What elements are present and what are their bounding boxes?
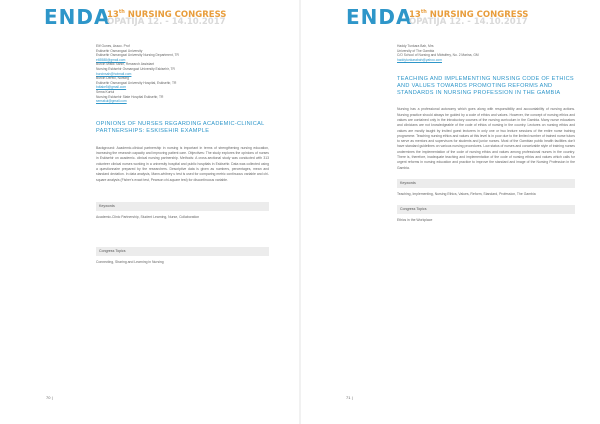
congress-topics-label: Congress Topics — [397, 205, 575, 214]
congress-title: 13th NURSING CONGRESS — [107, 9, 227, 20]
author-email-link[interactable]: semakul@gmail.com — [96, 99, 127, 104]
author-email-link[interactable]: burcinsah@hotmail.com — [96, 71, 132, 76]
author-line: Burcin Mistik Sahin, Research Assistant — [96, 62, 155, 67]
author-line: Eskisehir Osmangazi University — [96, 48, 143, 53]
author-line: Nursing Eskisehir State Hospital Eskisehir, TR — [96, 94, 164, 99]
enda-logo: ENDA — [346, 5, 413, 29]
author-line: Elif Gunes, Assoc. Prof — [96, 44, 130, 48]
keywords-label: Keywords — [96, 202, 269, 211]
author-email-link[interactable]: bdtake5@gmail.com — [96, 85, 127, 90]
page-number: 70 — [46, 395, 51, 400]
congress-topics-value: Ethics in the Workplace — [397, 218, 433, 223]
author-line: Sema Kurtul — [96, 89, 115, 94]
abstract-title: TEACHING AND IMPLEMENTING NURSING CODE OF ETHICS AND VALUES TOWARDS PROMOTING REFORMS AND STANDARDS IN NURSING PROFESSION IN THE GAMBIA — [397, 76, 574, 97]
congress-topics-label: Congress Topics — [96, 247, 269, 256]
author-line: Eskisehir Osmangazi University Nursing Department, TR — [96, 53, 179, 58]
abstract-content — [397, 44, 575, 224]
author-block — [96, 44, 269, 104]
keywords-value: Academic-Clinic Partnership, Student Learning, Nurse, Collaboration — [96, 214, 200, 219]
abstract-body: Nursing has a professional autonomy which goes along with responsibility and accountability of nursing actions. Nursing practice should always be guided by a code of ethics and values. However, the concept of nursing ethics and values are contained only in the introductory courses of the nursing curriculum in the Gambia. Many nurse educators and clinicians are not knowledgeable of the code of ethics of nursing in the country. Lectures on nursing ethics and values are mostly taught by invited guest lecturers in only one or two lecture sessions of the entire nurse training programme. Teaching nursing ethics and values at this level is in poor due to the limited number of trained nurse tutors to serve as mentors and supervisors for students and junior nurses. Most of the Gambian public health facilities don't have standard guidelines on various nursing procedures. Low status of nurses and conceivable style of training nurses undermines the implementation of the code of nursing ethics and values among professional nurses in the country. There is, therefore, inadequate teaching and implementation of the code of nursing ethics and values which calls for urgent reforms in nursing education and practice to improve the standard and image of the Nursing Profession in the Gambia. — [397, 107, 575, 170]
author-line: Burcin Dereci, Nursing — [96, 76, 129, 81]
abstract-content — [96, 44, 269, 266]
page-footer: 71 | — [346, 395, 353, 400]
author-line: C/O School of Nursing and Midwifery, No. 2 Marina, GM — [397, 53, 479, 58]
page-footer: 70 | — [46, 395, 53, 400]
congress-dates: OPATIJA 12. - 14.10.2017 — [107, 17, 226, 27]
congress-topics-value: Connecting, Sharing and Learning in Nursing — [96, 260, 164, 265]
author-line: Eskisehir Osmangazi University Hospital, Eskisehir, TR — [96, 80, 177, 85]
enda-logo: ENDA — [44, 5, 111, 29]
author-line: Nursing Eskisehir Osmangazi University Eskisehir, TR — [96, 66, 175, 71]
page-left — [0, 0, 299, 424]
author-line: Haddy Tunkara Bah, Mrs — [397, 44, 434, 48]
abstract-title: OPINIONS OF NURSES REGARDING ACADEMIC-CLINICAL PARTNERSHIPS: ESKISEHIR EXAMPLE — [96, 120, 265, 134]
author-email-link[interactable]: haddytunkarabah@yahoo.com — [397, 57, 442, 62]
author-block — [397, 44, 575, 62]
keywords-label: Keywords — [397, 179, 575, 188]
congress-dates: OPATIJA 12. - 14.10.2017 — [409, 17, 528, 27]
congress-title: 13th NURSING CONGRESS — [409, 9, 529, 20]
page-right — [301, 0, 600, 424]
keywords-value: Teaching, Implementing, Nursing Ethics, Values, Reform, Standard, Profession, The Gambia — [397, 191, 536, 196]
abstract-body: Background: Academic-clinical partnership in nursing is important in terms of strengthening nursing education, increasing the research capacity and improving patient care. Objectives: The study explores the opinions of nurses in Eskisehir on academic- clinical nursing partnership. Methods: A cross-sectional study was conducted with 313 volunteer clinical nurses working in a university hospital and public hospitals in Eskisehir. Data was collected using a questionnaire prepared by the researchers. Descriptive data is given as numbers, percentages, mean and standard deviation. In data analysis, Mann-whitney u test is used for comparing metric continuous variable and chi-square analysis (Fisher's exact test, Pearson chi-square test) for discontinuous variable. — [96, 145, 269, 182]
author-email-link[interactable]: e65588@gmail.com — [96, 57, 126, 62]
page-number: 71 — [346, 395, 351, 400]
author-line: University of The Gambia — [397, 48, 435, 53]
